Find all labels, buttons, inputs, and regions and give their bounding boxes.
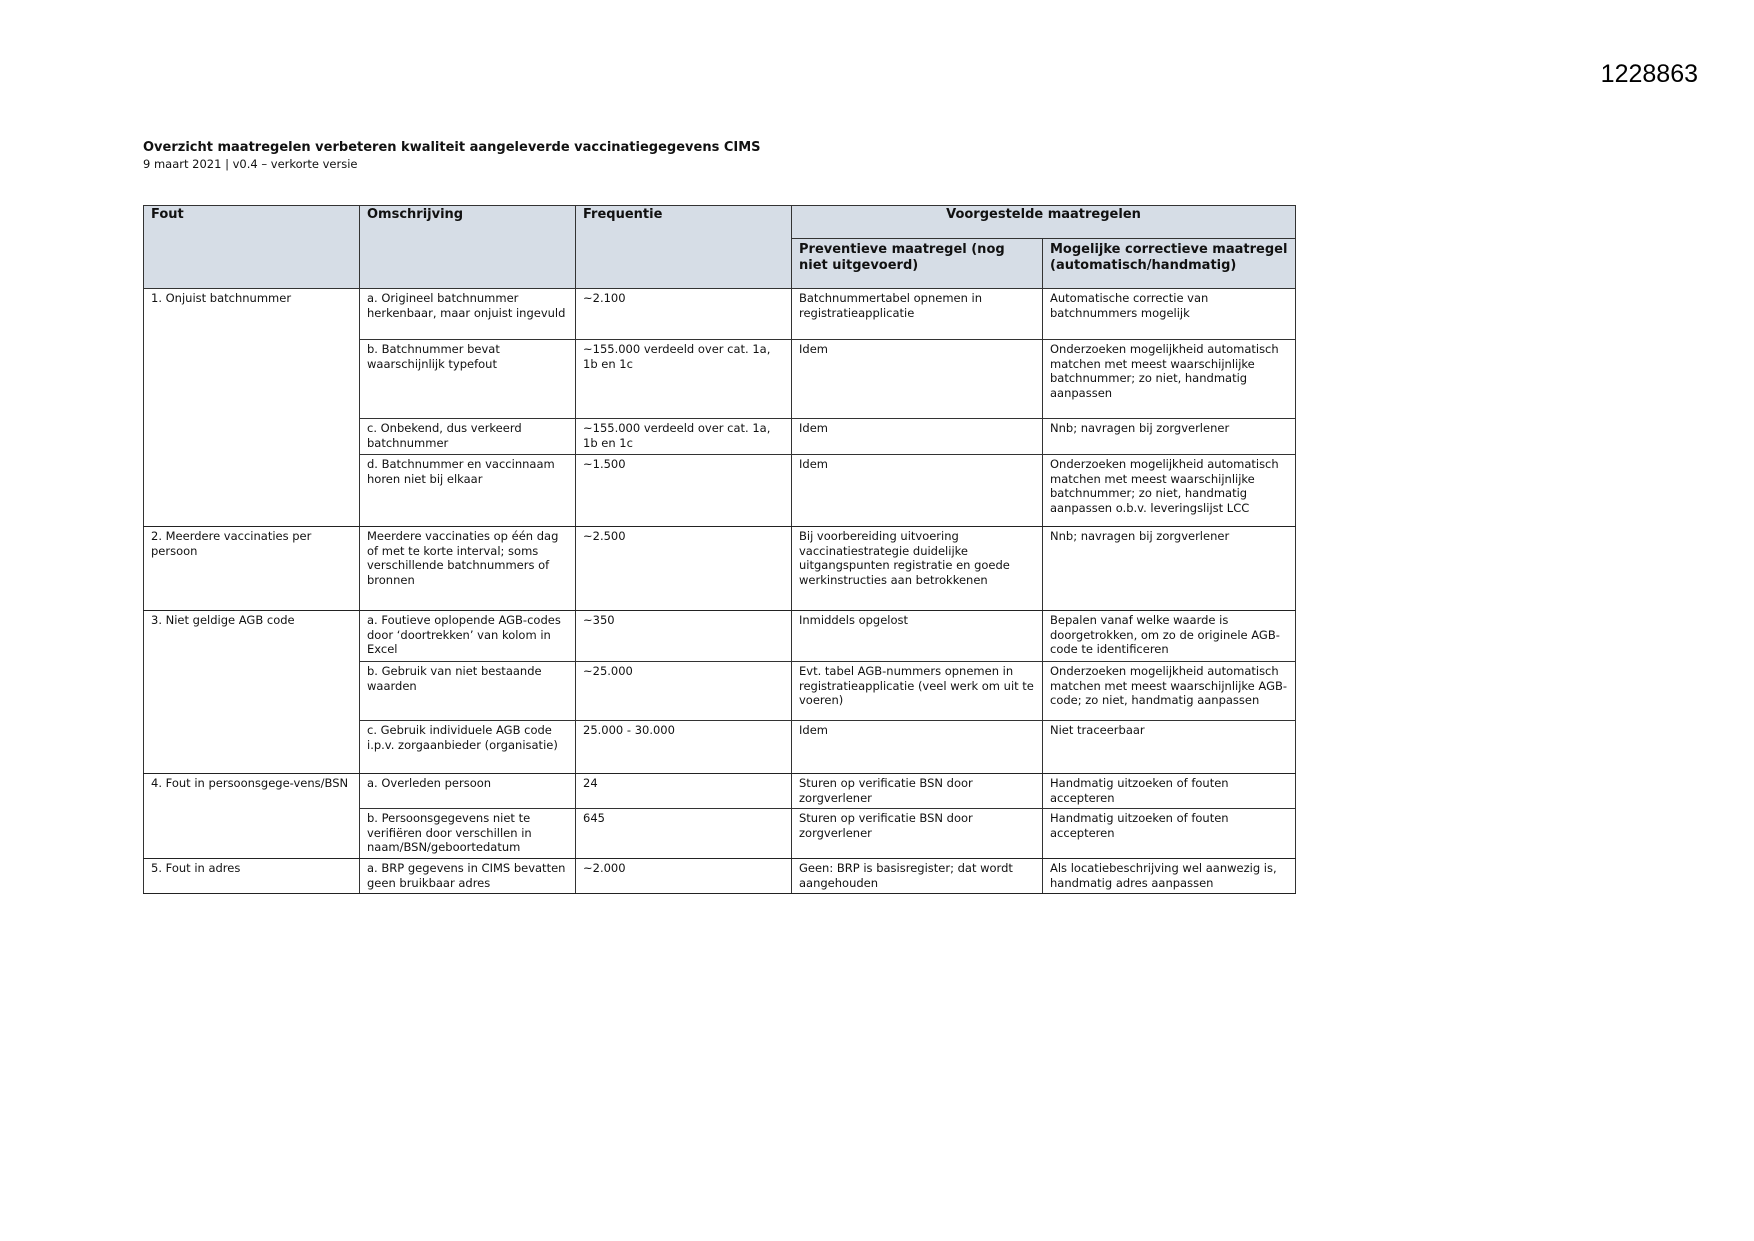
frequentie-cell: ~2.000 bbox=[576, 859, 792, 894]
correctief-cell: Nnb; navragen bij zorgverlener bbox=[1043, 527, 1296, 611]
table-row bbox=[144, 611, 1296, 662]
correctief-cell: Niet traceerbaar bbox=[1043, 721, 1296, 774]
omschrijving-cell: c. Onbekend, dus verkeerd batchnummer bbox=[360, 419, 576, 455]
document-number: 1228863 bbox=[1600, 60, 1698, 88]
preventief-cell: Bij voorbereiding uitvoering vaccinatiestrategie duidelijke uitgangspunten registratie en goede werkinstructies aan betrokkenen bbox=[792, 527, 1043, 611]
header-voorgestelde-maatregelen: Voorgestelde maatregelen bbox=[792, 206, 1296, 239]
omschrijving-cell: c. Gebruik individuele AGB code i.p.v. zorgaanbieder (organisatie) bbox=[360, 721, 576, 774]
fout-cell: 1. Onjuist batchnummer bbox=[144, 289, 360, 527]
omschrijving-cell: a. Foutieve oplopende AGB-codes door ‘doortrekken’ van kolom in Excel bbox=[360, 611, 576, 662]
fout-cell: 4. Fout in persoonsgege-vens/BSN bbox=[144, 774, 360, 859]
table-row bbox=[144, 289, 1296, 340]
preventief-cell: Batchnummertabel opnemen in registratieapplicatie bbox=[792, 289, 1043, 340]
preventief-cell: Inmiddels opgelost bbox=[792, 611, 1043, 662]
omschrijving-cell: Meerdere vaccinaties op één dag of met te korte interval; soms verschillende batchnummers of bronnen bbox=[360, 527, 576, 611]
frequentie-cell: ~25.000 bbox=[576, 662, 792, 721]
correctief-cell: Nnb; navragen bij zorgverlener bbox=[1043, 419, 1296, 455]
correctief-cell: Onderzoeken mogelijkheid automatisch matchen met meest waarschijnlijke AGB-code; zo niet, handmatig aanpassen bbox=[1043, 662, 1296, 721]
fout-cell: 2. Meerdere vaccinaties per persoon bbox=[144, 527, 360, 611]
correctief-cell: Onderzoeken mogelijkheid automatisch matchen met meest waarschijnlijke batchnummer; zo niet, handmatig aanpassen o.b.v. leveringslijst LCC bbox=[1043, 455, 1296, 527]
table-row bbox=[144, 859, 1296, 894]
frequentie-cell: 25.000 - 30.000 bbox=[576, 721, 792, 774]
frequentie-cell: ~2.100 bbox=[576, 289, 792, 340]
header-frequentie: Frequentie bbox=[576, 206, 792, 289]
frequentie-cell: 24 bbox=[576, 774, 792, 809]
omschrijving-cell: b. Batchnummer bevat waarschijnlijk typefout bbox=[360, 340, 576, 419]
preventief-cell: Idem bbox=[792, 340, 1043, 419]
preventief-cell: Evt. tabel AGB-nummers opnemen in registratieapplicatie (veel werk om uit te voeren) bbox=[792, 662, 1043, 721]
omschrijving-cell: b. Gebruik van niet bestaande waarden bbox=[360, 662, 576, 721]
header-fout: Fout bbox=[144, 206, 360, 289]
frequentie-cell: 645 bbox=[576, 809, 792, 859]
header-row bbox=[144, 206, 1296, 239]
frequentie-cell: ~350 bbox=[576, 611, 792, 662]
correctief-cell: Als locatiebeschrijving wel aanwezig is, handmatig adres aanpassen bbox=[1043, 859, 1296, 894]
document-subtitle: 9 maart 2021 | v0.4 – verkorte versie bbox=[143, 157, 358, 171]
omschrijving-cell: d. Batchnummer en vaccinnaam horen niet bij elkaar bbox=[360, 455, 576, 527]
table-row bbox=[144, 527, 1296, 611]
omschrijving-cell: a. BRP gegevens in CIMS bevatten geen bruikbaar adres bbox=[360, 859, 576, 894]
frequentie-cell: ~2.500 bbox=[576, 527, 792, 611]
fout-cell: 5. Fout in adres bbox=[144, 859, 360, 894]
preventief-cell: Idem bbox=[792, 721, 1043, 774]
correctief-cell: Automatische correctie van batchnummers mogelijk bbox=[1043, 289, 1296, 340]
document-title: Overzicht maatregelen verbeteren kwaliteit aangeleverde vaccinatiegegevens CIMS bbox=[143, 140, 761, 155]
correctief-cell: Handmatig uitzoeken of fouten accepteren bbox=[1043, 809, 1296, 859]
title-block bbox=[143, 140, 761, 171]
correctief-cell: Onderzoeken mogelijkheid automatisch matchen met meest waarschijnlijke batchnummer; zo niet, handmatig aanpassen bbox=[1043, 340, 1296, 419]
preventief-cell: Sturen op verificatie BSN door zorgverlener bbox=[792, 774, 1043, 809]
omschrijving-cell: a. Origineel batchnummer herkenbaar, maar onjuist ingevuld bbox=[360, 289, 576, 340]
header-omschrijving: Omschrijving bbox=[360, 206, 576, 289]
omschrijving-cell: b. Persoonsgegevens niet te verifiëren door verschillen in naam/BSN/geboortedatum bbox=[360, 809, 576, 859]
preventief-cell: Sturen op verificatie BSN door zorgverlener bbox=[792, 809, 1043, 859]
correctief-cell: Bepalen vanaf welke waarde is doorgetrokken, om zo de originele AGB-code te identificeren bbox=[1043, 611, 1296, 662]
header-preventieve-maatregel: Preventieve maatregel (nog niet uitgevoerd) bbox=[792, 239, 1043, 289]
frequentie-cell: ~155.000 verdeeld over cat. 1a, 1b en 1c bbox=[576, 419, 792, 455]
measures-table-wrapper bbox=[143, 205, 1296, 894]
correctief-cell: Handmatig uitzoeken of fouten accepteren bbox=[1043, 774, 1296, 809]
preventief-cell: Idem bbox=[792, 419, 1043, 455]
preventief-cell: Geen: BRP is basisregister; dat wordt aangehouden bbox=[792, 859, 1043, 894]
frequentie-cell: ~155.000 verdeeld over cat. 1a, 1b en 1c bbox=[576, 340, 792, 419]
omschrijving-cell: a. Overleden persoon bbox=[360, 774, 576, 809]
header-correctieve-maatregel: Mogelijke correctieve maatregel (automatisch/handmatig) bbox=[1043, 239, 1296, 289]
frequentie-cell: ~1.500 bbox=[576, 455, 792, 527]
measures-table bbox=[143, 205, 1296, 894]
table-row bbox=[144, 774, 1296, 809]
preventief-cell: Idem bbox=[792, 455, 1043, 527]
fout-cell: 3. Niet geldige AGB code bbox=[144, 611, 360, 774]
